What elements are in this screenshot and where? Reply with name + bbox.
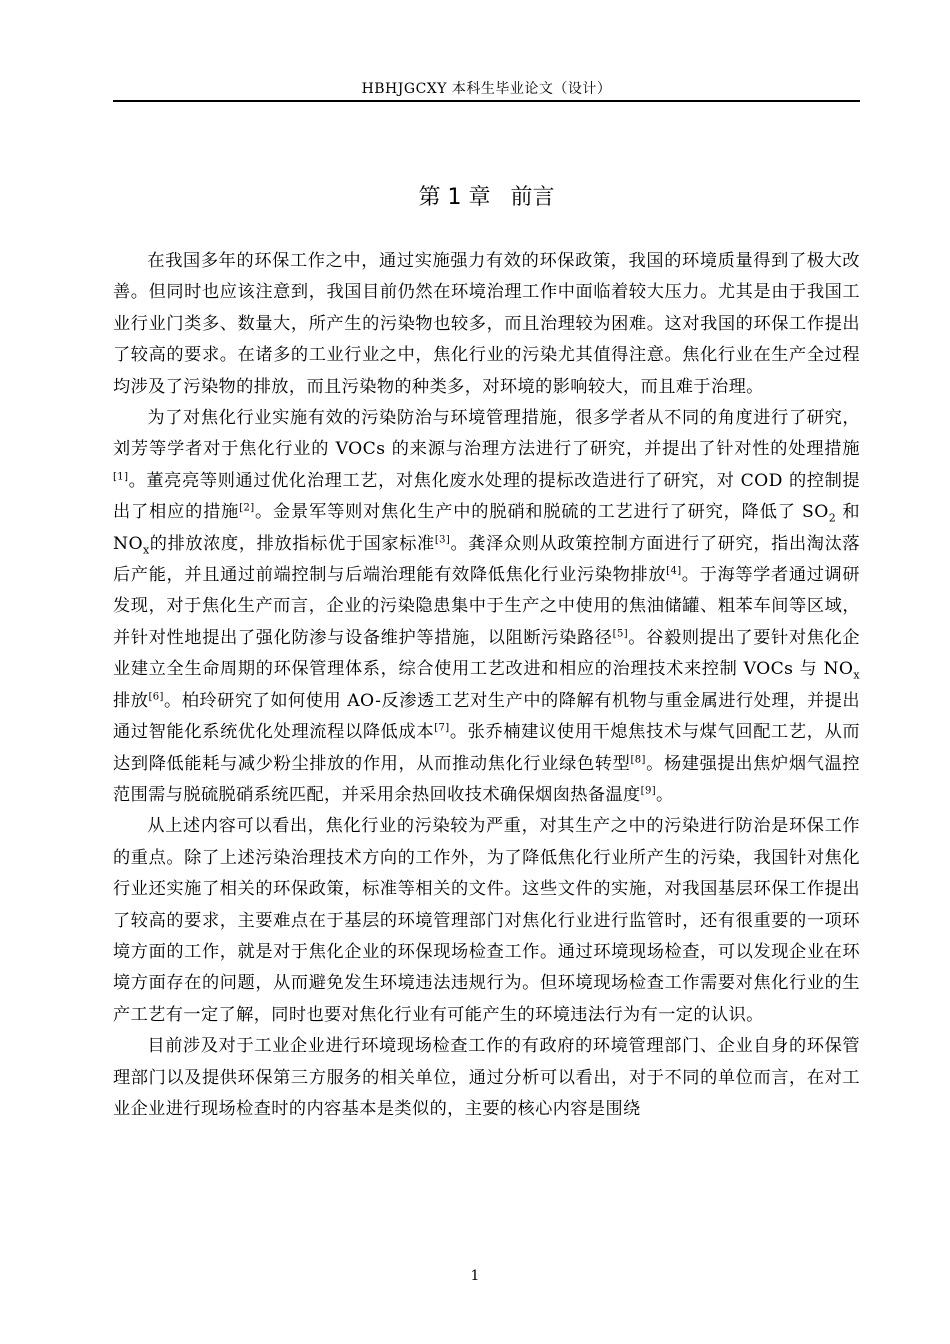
p2-text-12: 。杨建强提出焦炉烟气温控范围需与脱硫脱硝系统匹配，并采用余热回收技术确保烟囱热备温度 [113,753,860,805]
chapter-title: 前言 [510,185,555,210]
paragraph-1: 在我国多年的环保工作之中，通过实施强力有效的环保政策，我国的环境质量得到了极大改善。但同时也应该注意到，我国目前仍然在环境治理工作中面临着较大压力。尤其是由于我国工业行业门类多、数量大，所产生的污染物也较多，而且治理较为困难。这对我国的环保工作提出了较高的要求。在诸多的工业行业之中，焦化行业的污染尤其值得注意。焦化行业在生产全过程均涉及了污染物的排放，而且污染物的种类多，对环境的影响较大，而且难于治理。 [113,251,860,397]
citation-1: [1] [113,471,129,483]
p2-text-11: 。张乔楠建议使用干熄焦技术与煤气回配工艺，从而达到降低能耗与减少粉尘排放的作用，从而推动焦化行业绿色转型 [113,722,861,774]
p2-text-1: 为了对焦化行业实施有效的污染防治与环境管理措施，很多学者从不同的角度进行了研究，刘芳等学者对于焦化行业的 VOCs 的来源与治理方法进行了研究，并提出了针对性的处理措施 [113,408,860,460]
chapter-body [113,246,860,1125]
citation-5: [5] [612,628,629,640]
p2-text-5: 的排放浓度，排放指标优于国家标准 [149,533,435,554]
citation-9: [9] [640,785,657,797]
p2-text-13: 。 [656,784,674,805]
nox-subscript: x [142,543,150,557]
citation-8: [8] [630,753,646,765]
p2-text-10: 。柏玲研究了如何使用 AO-反渗透工艺对生产中的降解有机物与重金属进行处理，并提出通过智能化系统优化处理流程以降低成本 [113,690,860,743]
citation-6: [6] [148,690,164,702]
chapter-heading [113,180,860,211]
chapter-number: 第 1 章 [418,185,491,210]
running-header: HBHJGCXY 本科生毕业论文（设计） [361,81,612,97]
p2-text-8: 。谷毅则提出了要针对焦化企业建立全生命周期的环保管理体系，综合使用工艺改进和相应的治理技术来控制 VOCs 与 NO [113,627,861,680]
paragraph-3: 从上述内容可以看出，焦化行业的污染较为严重，对其生产之中的污染进行防治是环保工作的重点。除了上述污染治理技术方向的工作外，为了降低焦化行业所产生的污染，我国针对焦化行业还实施了相关的环保政策，标准等相关的文件。这些文件的实施，对我国基层环保工作提出了较高的要求，主要难点在于基层的环境管理部门对焦化行业进行监管时，还有很重要的一项环境方面的工作，就是对于焦化企业的环保现场检查工作。通过环境现场检查，可以发现企业在环境方面存在的问题，从而避免发生环境违法违规行为。但环境现场检查工作需要对焦化行业的生产工艺有一定了解，同时也要对焦化行业有可能产生的环境违法行为有一定的认识。 [113,816,860,1025]
citation-4: [4] [666,565,682,577]
p2-text-9: 排放 [113,690,149,711]
p2-text-2: 。董亮亮等则通过优化治理工艺，对焦化废水处理的提标改造进行了研究，对 COD 的控制提出了相应的措施 [113,470,860,523]
page-number: 1 [470,1268,480,1284]
p2-text-4: 和 NO [113,502,861,554]
p2-text-3: 。金景军等则对焦化生产中的脱硝和脱硫的工艺进行了研究，降低了 SO [254,502,829,523]
paragraph-4: 目前涉及对于工业企业进行环境现场检查工作的有政府的环境管理部门、企业自身的环保管理部门以及提供环保第三方服务的相关单位，通过分析可以看出，对于不同的单位而言，在对工业企业进行现场检查时的内容基本是类似的，主要的核心内容是围绕 [113,1036,860,1119]
header-divider [113,100,860,102]
so2-subscript: 2 [828,511,837,525]
citation-7: [7] [434,722,450,734]
citation-2: [2] [239,502,255,514]
p2-text-7: 。于海等学者通过调研发现，对于焦化生产而言，企业的污染隐患集中于生产之中使用的焦油储罐、粗苯车间等区域，并针对性地提出了强化防渗与设备维护等措施，以阻断污染路径 [113,565,860,648]
nox-subscript: x [853,668,860,682]
p2-text-6: 。龚泽众则从政策控制方面进行了研究，指出淘汰落后产能，并且通过前端控制与后端治理能有效降低焦化行业污染物排放 [113,533,860,586]
paragraph-2 [113,403,860,811]
citation-3: [3] [434,533,451,545]
